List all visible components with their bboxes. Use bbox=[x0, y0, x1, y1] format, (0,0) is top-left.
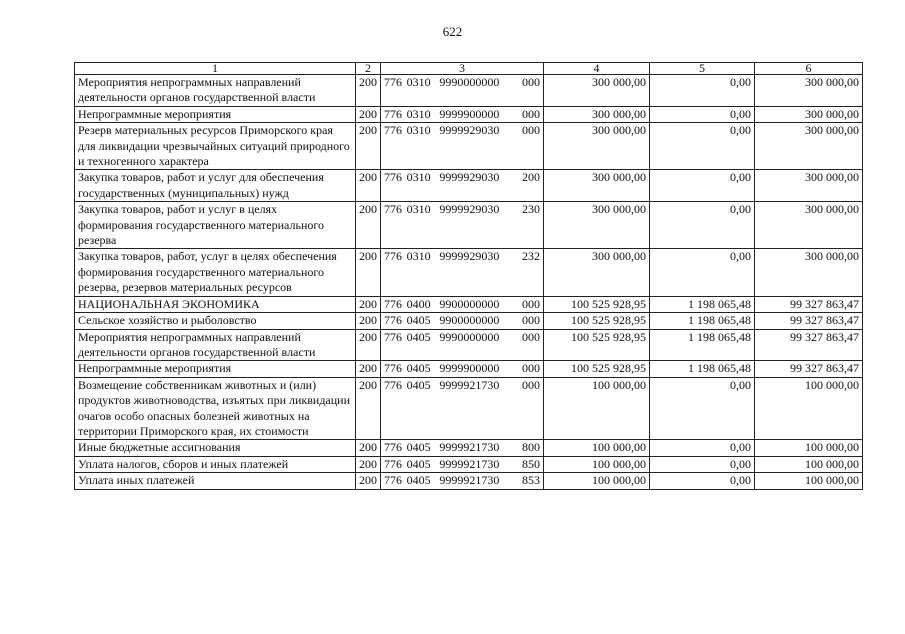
row-col-5: 0,00 bbox=[650, 249, 755, 296]
table-row bbox=[75, 170, 863, 202]
row-col-4: 100 000,00 bbox=[544, 456, 650, 472]
row-expense-type-code: 000 bbox=[521, 106, 540, 121]
row-ved-code: 776 bbox=[384, 170, 402, 185]
budget-table bbox=[74, 62, 863, 490]
table-row bbox=[75, 456, 863, 472]
row-col-5: 1 198 065,48 bbox=[650, 296, 755, 312]
row-expense-type-code: 853 bbox=[521, 473, 540, 488]
header-col-4: 4 bbox=[544, 63, 650, 75]
row-name: Непрограммные мероприятия bbox=[75, 106, 356, 122]
row-name: Возмещение собственникам животных и (или) продуктов животноводства, изъятых при ликвидации очагов особо опасных болезней животных на территории Приморского края, их стоимости bbox=[75, 377, 356, 440]
row-col-6: 100 000,00 bbox=[755, 473, 863, 489]
row-col-2: 200 bbox=[356, 313, 381, 329]
row-expense-type-code: 000 bbox=[521, 296, 540, 311]
row-col-4: 300 000,00 bbox=[544, 106, 650, 122]
header-col-2: 2 bbox=[356, 63, 381, 75]
row-col-5: 0,00 bbox=[650, 123, 755, 170]
row-target-code: 9990000000 bbox=[439, 75, 500, 89]
row-target-code: 9999900000 bbox=[439, 361, 500, 376]
row-col-2: 200 bbox=[356, 456, 381, 472]
row-code bbox=[381, 170, 544, 202]
row-expense-type-code: 000 bbox=[521, 123, 540, 138]
row-name: Закупка товаров, работ и услуг для обеспечения государственных (муниципальных) нужд bbox=[75, 170, 356, 202]
row-expense-type-code: 850 bbox=[521, 456, 540, 471]
row-target-code: 9999921730 bbox=[439, 456, 500, 471]
row-target-code: 9900000000 bbox=[439, 313, 500, 328]
header-col-1: 1 bbox=[75, 63, 356, 75]
row-expense-type-code: 800 bbox=[521, 440, 540, 455]
row-ved-code: 776 bbox=[384, 456, 402, 471]
row-ved-code: 776 bbox=[384, 106, 402, 121]
page-number: 622 bbox=[442, 24, 463, 39]
row-expense-type-code: 000 bbox=[521, 377, 540, 392]
row-col-4: 300 000,00 bbox=[544, 249, 650, 296]
row-expense-type-code: 000 bbox=[521, 75, 540, 89]
header-col-5: 5 bbox=[650, 63, 755, 75]
row-name: Уплата налогов, сборов и иных платежей bbox=[75, 456, 356, 472]
row-col-2: 200 bbox=[356, 202, 381, 249]
row-target-code: 9999929030 bbox=[439, 202, 500, 217]
row-col-4: 100 525 928,95 bbox=[544, 296, 650, 312]
row-col-2: 200 bbox=[356, 329, 381, 361]
row-ved-code: 776 bbox=[384, 377, 402, 392]
header-col-3: 3 bbox=[381, 63, 544, 75]
row-code bbox=[381, 456, 544, 472]
row-col-4: 100 525 928,95 bbox=[544, 329, 650, 361]
table-row bbox=[75, 440, 863, 456]
row-ved-code: 776 bbox=[384, 329, 402, 344]
row-name: Мероприятия непрограммных направлений деятельности органов государственной власти bbox=[75, 329, 356, 361]
row-col-5: 0,00 bbox=[650, 377, 755, 440]
table-row bbox=[75, 106, 863, 122]
row-name: Резерв материальных ресурсов Приморского края для ликвидации чрезвычайных ситуаций природного и техногенного характера bbox=[75, 123, 356, 170]
row-name: Мероприятия непрограммных направлений деятельности органов государственной власти bbox=[75, 75, 356, 107]
row-ved-code: 776 bbox=[384, 249, 402, 264]
row-target-code: 9999929030 bbox=[439, 123, 500, 138]
row-expense-type-code: 232 bbox=[521, 249, 540, 264]
row-col-5: 1 198 065,48 bbox=[650, 313, 755, 329]
row-section-code: 0405 bbox=[406, 456, 431, 471]
row-code bbox=[381, 75, 544, 107]
row-target-code: 9999929030 bbox=[439, 170, 500, 185]
table-row bbox=[75, 202, 863, 249]
row-col-5: 0,00 bbox=[650, 473, 755, 489]
row-col-5: 0,00 bbox=[650, 170, 755, 202]
row-col-6: 300 000,00 bbox=[755, 170, 863, 202]
row-col-5: 1 198 065,48 bbox=[650, 329, 755, 361]
table-row bbox=[75, 296, 863, 312]
table-row bbox=[75, 313, 863, 329]
row-target-code: 9999921730 bbox=[439, 377, 500, 392]
table-row bbox=[75, 361, 863, 377]
row-col-2: 200 bbox=[356, 377, 381, 440]
row-col-2: 200 bbox=[356, 249, 381, 296]
row-expense-type-code: 000 bbox=[521, 313, 540, 328]
row-expense-type-code: 200 bbox=[521, 170, 540, 185]
row-section-code: 0405 bbox=[406, 313, 431, 328]
row-ved-code: 776 bbox=[384, 202, 402, 217]
row-section-code: 0310 bbox=[406, 249, 431, 264]
row-col-5: 0,00 bbox=[650, 106, 755, 122]
row-target-code: 9999929030 bbox=[439, 249, 500, 264]
row-ved-code: 776 bbox=[384, 473, 402, 488]
row-col-4: 100 525 928,95 bbox=[544, 313, 650, 329]
row-code bbox=[381, 473, 544, 489]
row-col-6: 300 000,00 bbox=[755, 249, 863, 296]
row-section-code: 0310 bbox=[406, 106, 431, 121]
row-col-2: 200 bbox=[356, 170, 381, 202]
row-col-4: 100 525 928,95 bbox=[544, 361, 650, 377]
row-section-code: 0310 bbox=[406, 75, 431, 89]
row-col-6: 99 327 863,47 bbox=[755, 296, 863, 312]
row-col-6: 300 000,00 bbox=[755, 106, 863, 122]
row-col-4: 300 000,00 bbox=[544, 170, 650, 202]
row-ved-code: 776 bbox=[384, 123, 402, 138]
row-col-6: 100 000,00 bbox=[755, 377, 863, 440]
row-name: Сельское хозяйство и рыболовство bbox=[75, 313, 356, 329]
table-row bbox=[75, 473, 863, 489]
row-col-4: 100 000,00 bbox=[544, 473, 650, 489]
row-name: Уплата иных платежей bbox=[75, 473, 356, 489]
row-col-2: 200 bbox=[356, 296, 381, 312]
table-row bbox=[75, 249, 863, 296]
row-col-4: 300 000,00 bbox=[544, 202, 650, 249]
row-ved-code: 776 bbox=[384, 313, 402, 328]
row-section-code: 0310 bbox=[406, 123, 431, 138]
row-ved-code: 776 bbox=[384, 440, 402, 455]
row-col-6: 300 000,00 bbox=[755, 75, 863, 107]
row-section-code: 0310 bbox=[406, 170, 431, 185]
row-target-code: 9999921730 bbox=[439, 440, 500, 455]
row-code bbox=[381, 329, 544, 361]
row-name: Иные бюджетные ассигнования bbox=[75, 440, 356, 456]
row-code bbox=[381, 377, 544, 440]
row-col-2: 200 bbox=[356, 75, 381, 107]
row-ved-code: 776 bbox=[384, 296, 402, 311]
header-col-6: 6 bbox=[755, 63, 863, 75]
table-row bbox=[75, 329, 863, 361]
row-name: Закупка товаров, работ и услуг в целях формирования государственного материального резерва bbox=[75, 202, 356, 249]
row-ved-code: 776 bbox=[384, 361, 402, 376]
row-target-code: 9900000000 bbox=[439, 296, 500, 311]
row-name: Непрограммные мероприятия bbox=[75, 361, 356, 377]
row-code bbox=[381, 123, 544, 170]
row-col-4: 100 000,00 bbox=[544, 377, 650, 440]
row-target-code: 9999921730 bbox=[439, 473, 500, 488]
row-col-6: 99 327 863,47 bbox=[755, 361, 863, 377]
row-col-2: 200 bbox=[356, 361, 381, 377]
row-col-4: 100 000,00 bbox=[544, 440, 650, 456]
row-code bbox=[381, 296, 544, 312]
row-name: НАЦИОНАЛЬНАЯ ЭКОНОМИКА bbox=[75, 296, 356, 312]
row-col-6: 100 000,00 bbox=[755, 456, 863, 472]
row-col-6: 300 000,00 bbox=[755, 202, 863, 249]
row-col-6: 99 327 863,47 bbox=[755, 329, 863, 361]
row-code bbox=[381, 202, 544, 249]
row-col-2: 200 bbox=[356, 440, 381, 456]
row-col-5: 0,00 bbox=[650, 75, 755, 107]
row-col-5: 0,00 bbox=[650, 202, 755, 249]
row-col-5: 0,00 bbox=[650, 456, 755, 472]
row-code bbox=[381, 361, 544, 377]
row-col-5: 0,00 bbox=[650, 440, 755, 456]
table-row bbox=[75, 377, 863, 440]
row-col-2: 200 bbox=[356, 106, 381, 122]
row-code bbox=[381, 249, 544, 296]
table-row bbox=[75, 123, 863, 170]
row-col-6: 300 000,00 bbox=[755, 123, 863, 170]
row-target-code: 9999900000 bbox=[439, 106, 500, 121]
row-col-6: 99 327 863,47 bbox=[755, 313, 863, 329]
row-expense-type-code: 000 bbox=[521, 361, 540, 376]
header-row bbox=[75, 63, 863, 75]
row-col-2: 200 bbox=[356, 473, 381, 489]
row-col-5: 1 198 065,48 bbox=[650, 361, 755, 377]
row-section-code: 0400 bbox=[406, 296, 431, 311]
row-col-6: 100 000,00 bbox=[755, 440, 863, 456]
row-name: Закупка товаров, работ, услуг в целях обеспечения формирования государственного материального резерва, резервов материальных ресурсов bbox=[75, 249, 356, 296]
row-code bbox=[381, 440, 544, 456]
row-section-code: 0405 bbox=[406, 361, 431, 376]
row-col-2: 200 bbox=[356, 123, 381, 170]
table-row bbox=[75, 75, 863, 107]
row-ved-code: 776 bbox=[384, 75, 402, 89]
row-section-code: 0405 bbox=[406, 473, 431, 488]
row-expense-type-code: 230 bbox=[521, 202, 540, 217]
row-section-code: 0405 bbox=[406, 377, 431, 392]
row-code bbox=[381, 106, 544, 122]
table-body bbox=[75, 75, 863, 490]
row-col-4: 300 000,00 bbox=[544, 123, 650, 170]
row-section-code: 0405 bbox=[406, 440, 431, 455]
row-section-code: 0405 bbox=[406, 329, 431, 344]
row-section-code: 0310 bbox=[406, 202, 431, 217]
row-expense-type-code: 000 bbox=[521, 329, 540, 344]
row-col-4: 300 000,00 bbox=[544, 75, 650, 107]
row-target-code: 9990000000 bbox=[439, 329, 500, 344]
row-code bbox=[381, 313, 544, 329]
